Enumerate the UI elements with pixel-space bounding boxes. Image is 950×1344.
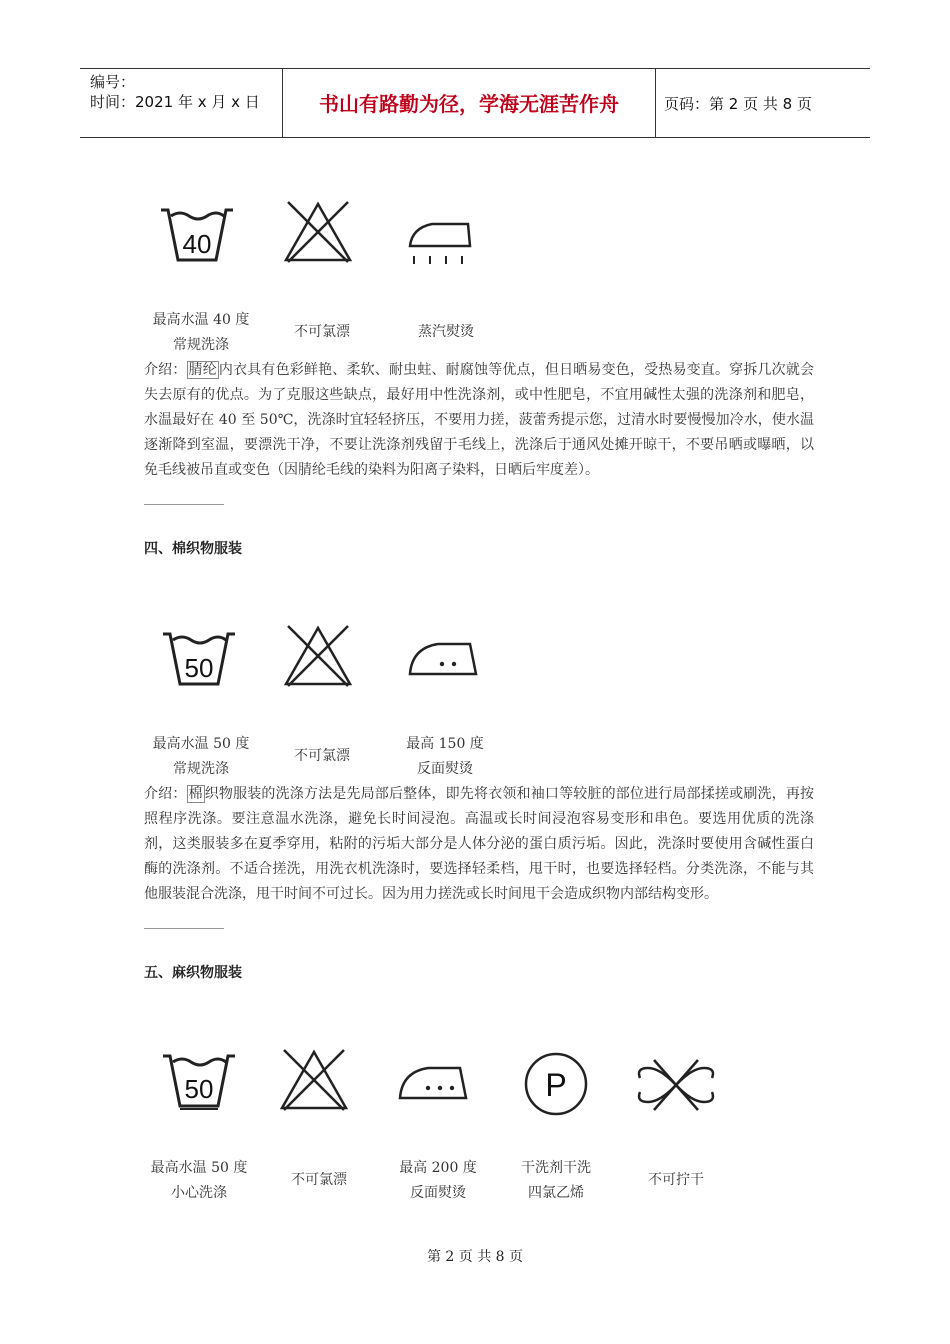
caption-wash-40 — [140, 308, 262, 358]
no-wring-icon — [634, 1056, 718, 1114]
caption-line: 反面熨烫 — [417, 761, 473, 777]
caption-wash-50-gentle — [138, 1156, 260, 1206]
iron-two-dots-icon — [404, 628, 484, 684]
caption-line: 反面熨烫 — [410, 1185, 466, 1201]
caption-line: 蒸汽熨烫 — [418, 324, 474, 340]
caption-line: 最高水温 50 度 — [150, 1160, 248, 1176]
page-footer: 第 2 页 共 8 页 — [426, 1249, 524, 1265]
wash-40-icon — [158, 202, 236, 264]
wash-temp-text: 50 — [184, 653, 214, 683]
wash-temp-text: 50 — [184, 1074, 214, 1104]
caption-no-bleach — [272, 744, 372, 769]
section-heading-cotton: 四、棉织物服装 — [144, 541, 242, 557]
caption-iron-200 — [388, 1156, 488, 1206]
caption-wash-50 — [140, 732, 262, 782]
caption-line: 最高水温 50 度 — [152, 736, 250, 752]
caption-no-bleach — [272, 320, 372, 345]
caption-line: 不可氯漂 — [294, 324, 350, 340]
page-header — [80, 68, 870, 138]
no-bleach-icon — [278, 1046, 350, 1112]
caption-line: 最高 150 度 — [406, 736, 484, 752]
caption-line: 不可氯漂 — [294, 748, 350, 764]
serial-label: 编号： — [90, 73, 136, 91]
intro-paragraph-cotton — [144, 782, 814, 907]
wash-50-gentle-icon — [160, 1048, 238, 1110]
no-bleach-icon — [282, 622, 354, 688]
caption-line: 最高水温 40 度 — [152, 312, 250, 328]
intro-label: 介绍： — [144, 786, 187, 802]
caption-line: 四氯乙烯 — [528, 1185, 584, 1201]
caption-iron-150 — [395, 732, 495, 782]
intro-text: 内衣具有色彩鲜艳、柔软、耐虫蛀、耐腐蚀等优点，但日晒易变色，受热易变直。穿拆几次就会失去原有的优点。为了克服这些缺点，最好用中性洗涤剂，或中性肥皂，不宜用碱性太强的洗涤剂和肥皂，水温最好在 40 至 50℃，洗涤时宜轻轻挤压，不要用力搓，菠蕾秀提示您，过清水时要慢慢加冷水，使水温逐渐降到室温，要漂洗干净，不要让洗涤剂残留于毛线上，洗涤后于通风处摊开晾干，不要吊晒或曝晒，以免毛线被吊直或变色（因腈纶毛线的染料为阳离子染料，日晒后牢度差）。 — [144, 362, 815, 478]
caption-line: 常规洗涤 — [173, 337, 229, 353]
wash-temp-text: 40 — [182, 229, 212, 259]
iron-three-dots-icon — [394, 1052, 474, 1108]
intro-keyword: 腈纶 — [188, 362, 217, 378]
caption-steam-iron — [396, 320, 496, 345]
divider — [144, 504, 224, 505]
header-motto: 书山有路勤为径，学海无涯苦作舟 — [282, 69, 656, 137]
section-heading-linen: 五、麻织物服装 — [144, 965, 242, 981]
caption-line: 干洗剂干洗 — [521, 1160, 591, 1176]
time-label: 时间：2021 年 x 月 x 日 — [90, 93, 260, 111]
caption-no-bleach — [269, 1168, 369, 1193]
intro-keyword: 棉 — [188, 786, 203, 802]
caption-no-wring — [626, 1168, 726, 1193]
caption-line: 不可拧干 — [648, 1172, 704, 1188]
divider — [144, 928, 224, 929]
wash-50-icon — [160, 626, 238, 688]
intro-text: 织物服装的洗涤方法是先局部后整体，即先将衣领和袖口等较脏的部位进行局部揉搓或刷洗，再按照程序洗涤。要注意温水洗涤，避免长时间浸泡。高温或长时间浸泡容易变形和串色。要选用优质的洗涤剂，这类服装多在夏季穿用，粘附的污垢大部分是人体分泌的蛋白质污垢。因此，洗涤时要使用含碱性蛋白酶的洗涤剂。不适合搓洗，用洗衣机洗涤时，要选择轻柔档，甩干时，也要选择轻档。分类洗涤，不能与其他服装混合洗涤，甩干时间不可过长。因为用力搓洗或长时间甩干会造成织物内部结构变形。 — [144, 786, 815, 902]
dry-clean-letter: P — [545, 1067, 567, 1103]
no-bleach-icon — [282, 198, 354, 264]
caption-line: 最高 200 度 — [399, 1160, 477, 1176]
header-page-info: 页码：第 2 页 共 8 页 — [664, 95, 812, 113]
caption-line: 常规洗涤 — [173, 761, 229, 777]
header-meta — [80, 69, 282, 137]
caption-dry-clean — [506, 1156, 606, 1206]
intro-label: 介绍： — [144, 362, 187, 378]
caption-line: 不可氯漂 — [291, 1172, 347, 1188]
caption-line: 小心洗涤 — [171, 1185, 227, 1201]
steam-iron-icon — [404, 212, 476, 268]
dry-clean-p-icon — [522, 1050, 590, 1118]
intro-paragraph-acrylic — [144, 358, 814, 483]
